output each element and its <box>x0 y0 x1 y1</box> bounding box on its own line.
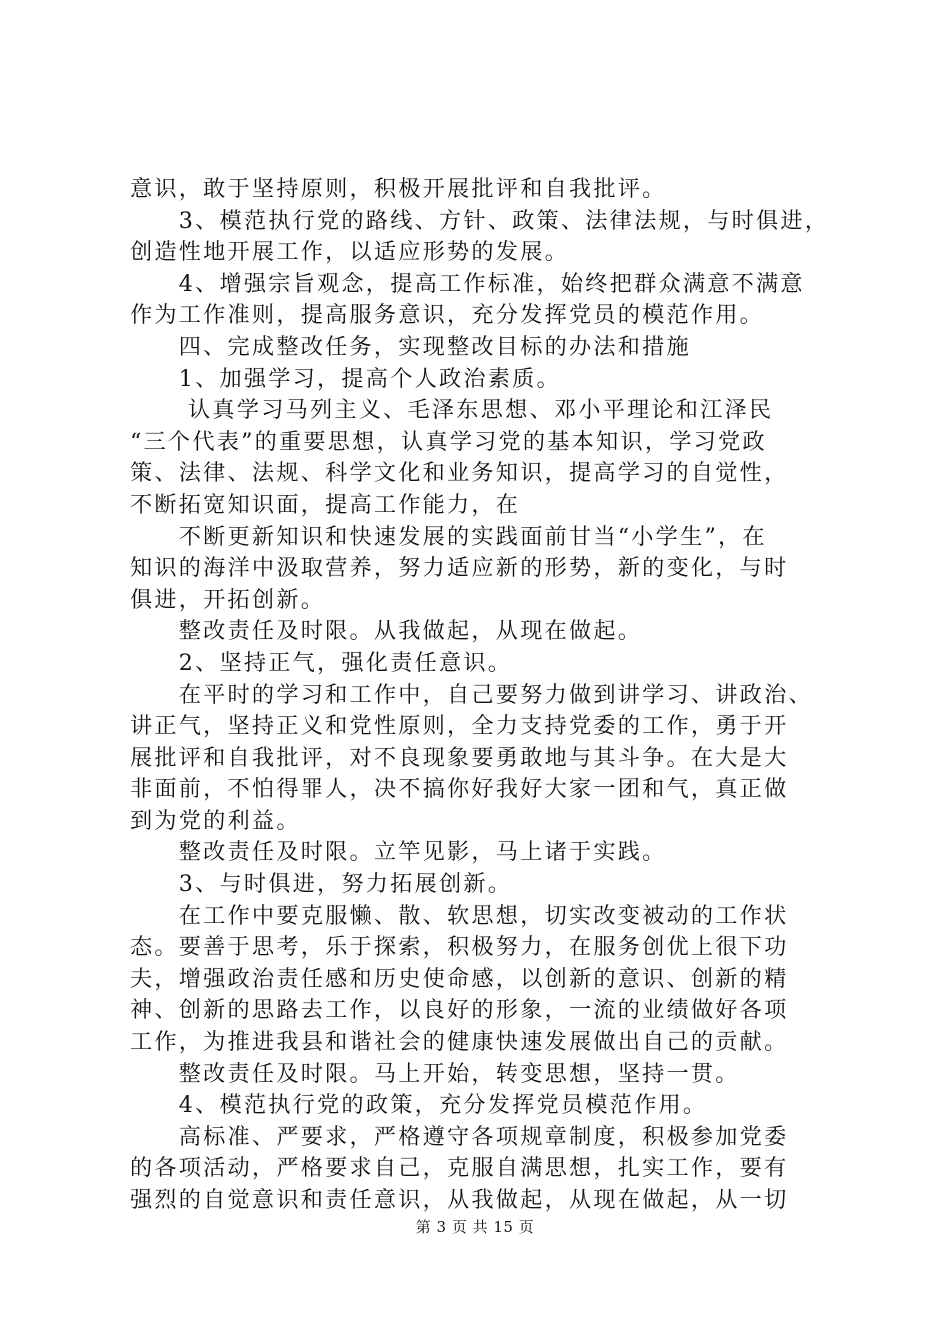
subsection-heading: 1、加强学习，提高个人政治素质。 <box>130 365 561 392</box>
text-line: 神、创新的思路去工作，以良好的形象，一流的业绩做好各项 <box>130 997 789 1024</box>
text-line: 夫，增强政治责任感和历史使命感，以创新的意识、创新的精 <box>130 965 789 992</box>
text-line: 意识，敢于坚持原则，积极开展批评和自我批评。 <box>130 176 667 202</box>
text-line: 4、增强宗旨观念，提高工作标准，始终把群众满意不满意 <box>130 270 805 297</box>
text-line: 在平时的学习和工作中，自己要努力做到讲学习、讲政治、 <box>130 681 813 708</box>
text-line: 3、模范执行党的路线、方针、政策、法律法规，与时俱进， <box>130 207 830 234</box>
text-line: 态。要善于思考，乐于探索，积极努力，在服务创优上很下功 <box>130 934 789 961</box>
text-line: 不断拓宽知识面，提高工作能力，在 <box>130 491 521 518</box>
text-line: 在工作中要克服懒、散、软思想，切实改变被动的工作状 <box>130 902 789 929</box>
section-heading: 四、完成整改任务，实现整改目标的办法和措施 <box>130 333 691 360</box>
text-line: 整改责任及时限。立竿见影，马上诸于实践。 <box>130 839 667 866</box>
text-line: 认真学习马列主义、毛泽东思想、邓小平理论和江泽民 <box>130 397 774 424</box>
text-line: 整改责任及时限。马上开始，转变思想，坚持一贯。 <box>130 1060 740 1087</box>
subsection-heading: 3、与时俱进，努力拓展创新。 <box>130 871 513 898</box>
text-line: 创造性地开展工作，以适应形势的发展。 <box>130 239 569 266</box>
text-line: 的各项活动，严格要求自己，克服自满思想，扎实工作，要有 <box>130 1155 789 1182</box>
text-line: 策、法律、法规、科学文化和业务知识，提高学习的自觉性， <box>130 460 789 487</box>
text-line: 到为党的利益。 <box>130 807 301 834</box>
text-line: 整改责任及时限。从我做起，从现在做起。 <box>130 618 643 645</box>
subsection-heading: 4、模范执行党的政策，充分发挥党员模范作用。 <box>130 1092 708 1119</box>
text-line: 非面前，不怕得罪人，决不搞你好我好大家一团和气，真正做 <box>130 776 789 803</box>
text-line: 工作，为推进我县和谐社会的健康快速发展做出自己的贡献。 <box>130 1029 789 1056</box>
text-line: 讲正气，坚持正义和党性原则，全力支持党委的工作，勇于开 <box>130 713 789 740</box>
page-number-footer: 第 3 页 共 15 页 <box>415 1218 535 1236</box>
text-line: 作为工作准则，提高服务意识，充分发挥党员的模范作用。 <box>130 302 765 329</box>
text-line: 不断更新知识和快速发展的实践面前甘当“小学生”，在 <box>130 523 767 550</box>
document-body <box>130 174 830 1217</box>
text-line: 高标准、严要求，严格遵守各项规章制度，积极参加党委 <box>130 1123 789 1150</box>
text-line: 强烈的自觉意识和责任意识，从我做起，从现在做起，从一切 <box>130 1187 789 1213</box>
text-line: 展批评和自我批评，对不良现象要勇敢地与其斗争。在大是大 <box>130 744 789 771</box>
subsection-heading: 2、坚持正气，强化责任意识。 <box>130 649 513 676</box>
text-line: “三个代表”的重要思想，认真学习党的基本知识，学习党政 <box>130 428 767 455</box>
text-line: 知识的海洋中汲取营养，努力适应新的形势，新的变化，与时 <box>130 555 789 582</box>
text-line: 俱进，开拓创新。 <box>130 586 326 613</box>
